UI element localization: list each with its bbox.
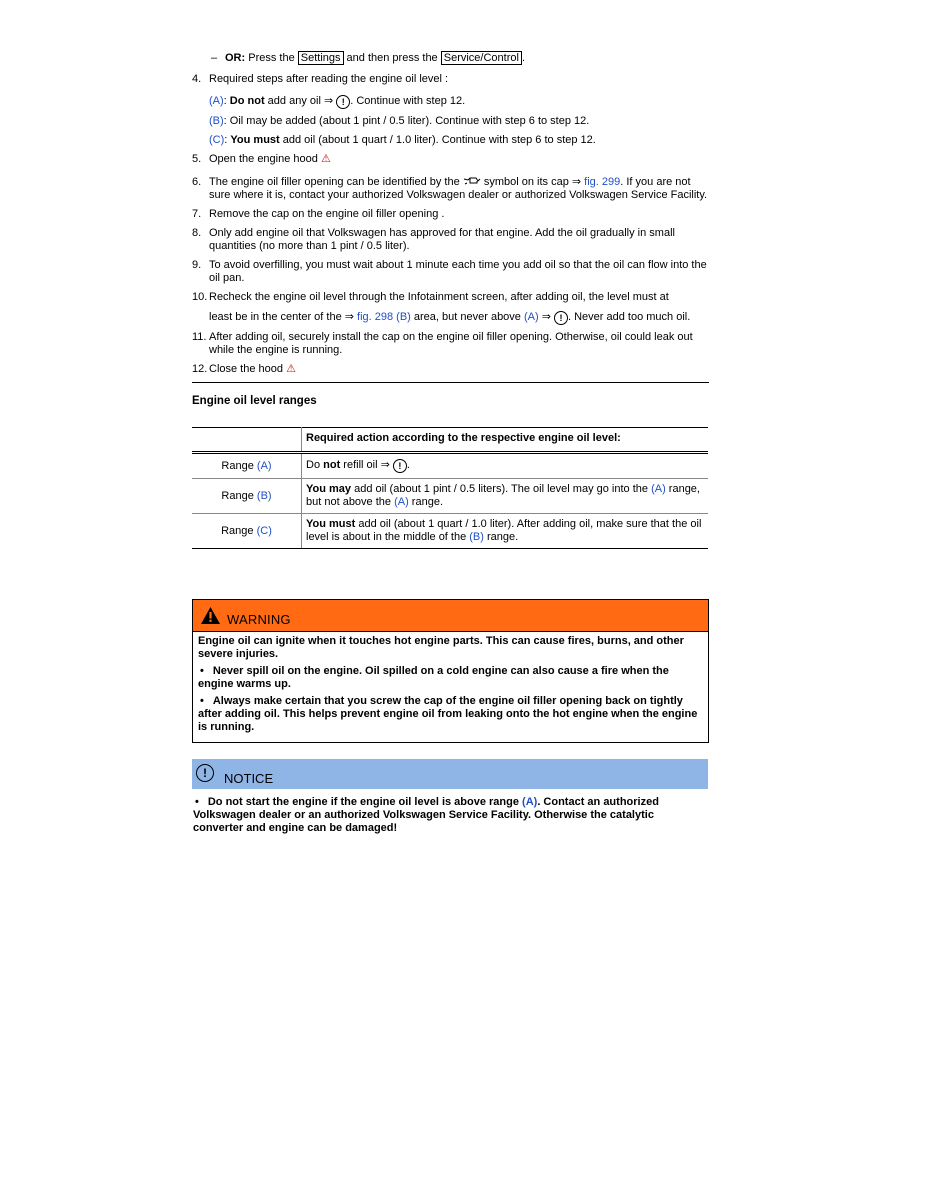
warning-header bbox=[193, 600, 708, 632]
step-text: Only add engine oil that Volkswagen has approved for that engine. Add the oil gradually in small quantities (no more than 1 pint / 0.5 liter). bbox=[209, 227, 675, 252]
action-text: add oil (about 1 pint / 0.5 liters). The oil level may go into the bbox=[351, 483, 652, 495]
table-header-col2: Required action according to the respective engine oil level: bbox=[306, 432, 621, 444]
oil-can-icon bbox=[463, 176, 481, 185]
dash: – bbox=[211, 52, 218, 64]
range-a-label: (A) bbox=[522, 796, 538, 808]
option-a-text: add any oil ⇒ bbox=[264, 95, 337, 107]
step-text-before: The engine oil filler opening can be identified by the bbox=[209, 176, 463, 188]
step-number: 6. bbox=[192, 176, 202, 188]
step-text: After adding oil, securely install the cap on the engine oil filler opening. Otherwise, oil could leak out while the engine is running. bbox=[209, 331, 693, 356]
action-cell bbox=[302, 514, 709, 549]
step-text: Required steps after reading the engine oil level : bbox=[209, 73, 449, 85]
step-6 bbox=[192, 176, 709, 202]
range-cell bbox=[192, 479, 302, 514]
notice-text-after: . Contact an authorized Volkswagen dealer or an authorized Volkswagen Service Facility. Otherwise the catalytic converter and engine can be damaged! bbox=[193, 796, 659, 834]
range-b-label: (B) bbox=[469, 531, 484, 543]
page-content bbox=[192, 52, 709, 549]
action-text2: range, but not above the bbox=[306, 483, 700, 508]
warning-bullet-text: Never spill oil on the engine. Oil spilled on a cold engine can also cause a fire when the engine warms up. bbox=[198, 665, 669, 690]
action-cell bbox=[302, 453, 709, 479]
arrow: ⇒ bbox=[538, 311, 554, 323]
range-a-label: (A) bbox=[256, 459, 272, 472]
option-a-after: . Continue with step 12. bbox=[350, 95, 466, 107]
step-text: Remove the cap on the engine oil filler opening . bbox=[209, 208, 445, 220]
press-text: Press the bbox=[245, 52, 298, 64]
notice-icon[interactable]: ! bbox=[336, 95, 350, 109]
warning-paragraph: Engine oil can ignite when it touches hot engine parts. This can cause fires, burns, and other severe injuries. bbox=[198, 635, 684, 660]
range-cell bbox=[192, 453, 302, 479]
step-4-option-b bbox=[192, 115, 709, 128]
notice-header bbox=[192, 759, 708, 789]
range-label: Range bbox=[221, 524, 257, 537]
step-number: 9. bbox=[192, 259, 202, 271]
step-9 bbox=[192, 259, 709, 285]
action-text: add oil (about 1 quart / 1.0 liter). After adding oil, make sure that the oil level is about in the middle of the bbox=[306, 518, 702, 543]
step-number: 5. bbox=[192, 153, 202, 165]
section-divider bbox=[192, 382, 709, 383]
notice-icon: ! bbox=[196, 764, 214, 782]
step-number: 4. bbox=[192, 73, 202, 85]
notice-text-before: Do not start the engine if the engine oil level is above range bbox=[207, 796, 523, 808]
step-12 bbox=[192, 363, 709, 376]
warning-bullet-item bbox=[198, 695, 703, 734]
step-number: 12. bbox=[192, 363, 208, 375]
table-row bbox=[192, 479, 708, 514]
step-number: 10. bbox=[192, 291, 208, 303]
warning-body bbox=[193, 632, 708, 742]
action-text: refill oil ⇒ bbox=[340, 459, 393, 471]
step-text-after: . If you are not sure where it is, contact your authorized Volkswagen dealer or authorized Volkswagen Service Facility. bbox=[209, 176, 708, 201]
notice-icon[interactable]: ! bbox=[393, 459, 407, 473]
warning-bullet-item bbox=[198, 665, 703, 691]
step-10 bbox=[192, 291, 709, 325]
notice-box bbox=[192, 759, 708, 842]
notice-icon[interactable]: ! bbox=[554, 311, 568, 325]
notice-title: NOTICE bbox=[224, 771, 274, 786]
range-cell bbox=[192, 514, 302, 549]
range-label: Range bbox=[221, 489, 257, 502]
range-a-label: (A) bbox=[523, 311, 539, 323]
step-text-line1: Recheck the engine oil level through the Infotainment screen, after adding oil, the level must at bbox=[209, 291, 669, 303]
action-pre: Do bbox=[306, 459, 324, 471]
action-after: . bbox=[406, 459, 410, 471]
bullet: • bbox=[200, 665, 204, 677]
step-text: Open the engine hood bbox=[209, 153, 321, 165]
action-text3: range. bbox=[408, 496, 443, 508]
table-row bbox=[192, 453, 708, 479]
notice-body bbox=[192, 789, 708, 842]
fig-298-link[interactable]: fig. 298 (B) bbox=[357, 311, 411, 323]
action-bold: You may bbox=[306, 483, 352, 495]
settings-button[interactable]: Settings bbox=[298, 51, 344, 65]
step-text-before: least be in the center of the ⇒ bbox=[209, 311, 358, 323]
and-then-text: and then press the bbox=[343, 52, 441, 64]
warning-triangle-icon bbox=[200, 606, 221, 625]
table-row bbox=[192, 514, 708, 549]
period: . bbox=[521, 52, 525, 64]
table-header-row bbox=[192, 428, 708, 453]
warning-title: WARNING bbox=[227, 612, 291, 627]
step-number: 7. bbox=[192, 208, 202, 220]
range-c-label: (C) bbox=[256, 524, 272, 537]
section-title: Engine oil level ranges bbox=[192, 395, 317, 407]
action-bold: not bbox=[323, 459, 341, 471]
step-7 bbox=[192, 208, 709, 221]
range-label: Range bbox=[221, 459, 257, 472]
warning-triangle-icon[interactable]: ⚠ bbox=[286, 363, 296, 375]
step-text-mid: symbol on its cap ⇒ bbox=[480, 176, 585, 188]
range-c-label: (C) bbox=[209, 134, 225, 146]
warning-triangle-icon[interactable]: ⚠ bbox=[320, 153, 331, 165]
range-a-label: (A) bbox=[651, 483, 666, 495]
bullet: • bbox=[200, 695, 204, 707]
table-header-col1 bbox=[192, 428, 302, 453]
step-number: 11. bbox=[192, 331, 207, 343]
warning-box bbox=[192, 599, 709, 743]
step-3-or-line bbox=[192, 52, 709, 65]
step-text: To avoid overfilling, you must wait about 1 minute each time you add oil so that the oil can flow into the oil pan. bbox=[209, 259, 707, 284]
step-8 bbox=[192, 227, 709, 253]
service-control-button[interactable]: Service/Control bbox=[441, 51, 522, 65]
do-not-bold: Do not bbox=[229, 95, 265, 107]
step-text-after: . Never add too much oil. bbox=[568, 311, 691, 323]
step-number: 8. bbox=[192, 227, 202, 239]
or-label: OR: bbox=[225, 52, 246, 64]
action-cell bbox=[302, 479, 709, 514]
step-text: Close the hood bbox=[209, 363, 287, 375]
step-11 bbox=[192, 331, 709, 357]
option-c-text: add oil (about 1 quart / 1.0 liter). Continue with step 6 to step 12. bbox=[279, 134, 596, 146]
step-4-option-a: (A): Do not add any oil ⇒ ! . Continue with step 12. bbox=[209, 95, 466, 107]
action-bold: You must bbox=[306, 518, 356, 530]
step-text-mid: area, but never above bbox=[410, 311, 524, 323]
bullet: • bbox=[195, 796, 199, 808]
step-5 bbox=[192, 153, 709, 166]
option-b-text: : Oil may be added (about 1 pint / 0.5 liter). Continue with step 6 to step 12. bbox=[223, 115, 590, 127]
fig-299-link[interactable]: fig. 299 bbox=[584, 176, 621, 188]
you-must-bold: You must bbox=[230, 134, 280, 146]
step-4-option-c: (C): You must add oil (about 1 quart / 1.0 liter). Continue with step 6 to step 12. bbox=[209, 134, 596, 146]
range-a-label: (A) bbox=[209, 95, 224, 107]
oil-level-ranges-table bbox=[192, 427, 708, 549]
warning-bullet-text: Always make certain that you screw the cap of the engine oil filler opening back on tightly after adding oil. This helps prevent engine oil from leaking onto the hot engine when the engine is running. bbox=[198, 695, 698, 733]
range-a-label: (A) bbox=[394, 496, 409, 508]
range-b-label: (B) bbox=[256, 489, 272, 502]
step-4 bbox=[192, 73, 709, 86]
range-b-label: (B) bbox=[209, 115, 224, 127]
action-text2: range. bbox=[483, 531, 519, 543]
